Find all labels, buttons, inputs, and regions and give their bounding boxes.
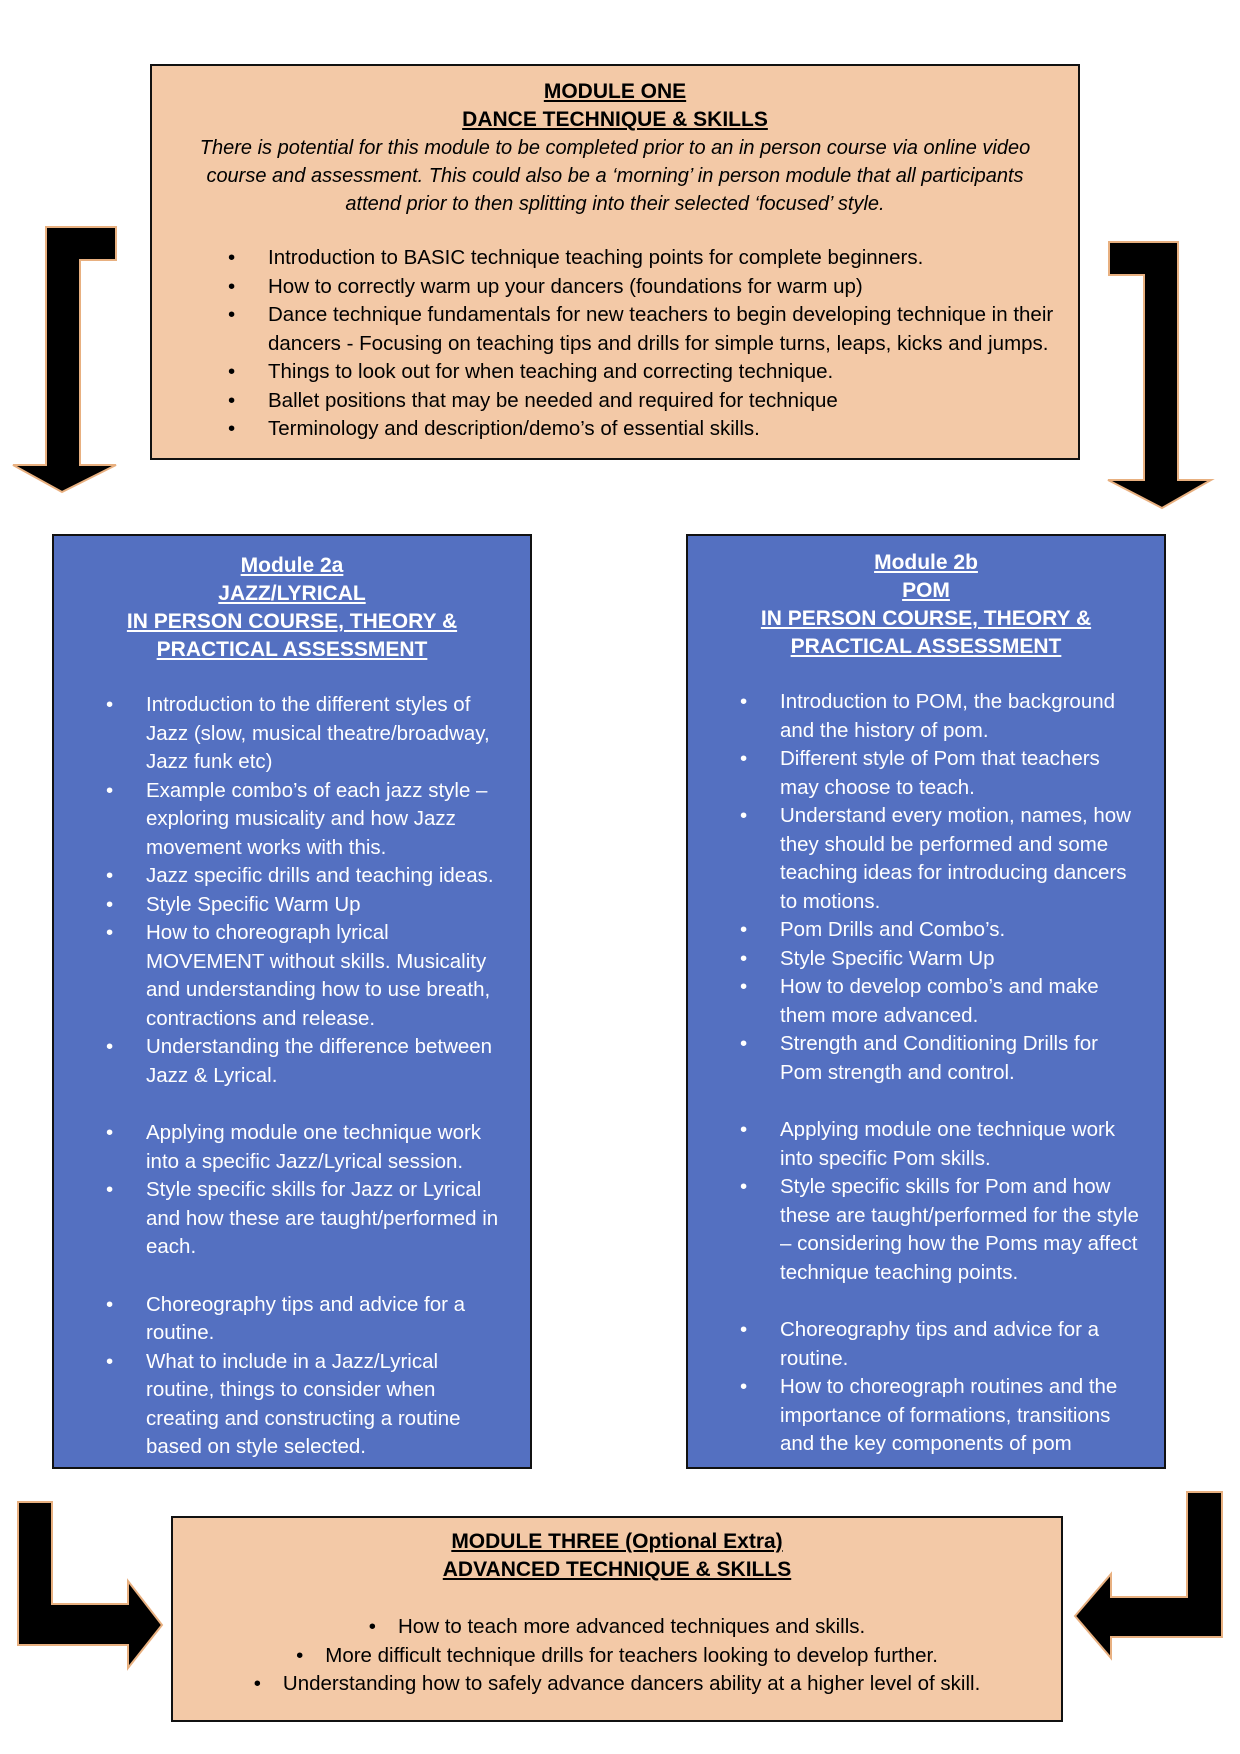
- list-item: • What to include in a Jazz/Lyrical routine, things to consider when creating and constructing a routine based on style selected.: [146, 1348, 508, 1462]
- list-item: [193, 1613, 1041, 1642]
- list-item: • Different style of Pom that teachers may choose to teach.: [780, 745, 1142, 802]
- module-2b-list: [780, 688, 1142, 1087]
- module-one-list: [268, 244, 1054, 444]
- list-item: [193, 1670, 1041, 1699]
- list-item: • Things to look out for when teaching and correcting technique.: [268, 358, 1054, 387]
- list-item-text: Understanding how to safely advance dancers ability at a higher level of skill.: [282, 1672, 981, 1695]
- bullet-icon: •: [368, 1615, 376, 1638]
- module-2b-title: Module 2b: [874, 551, 978, 574]
- list-item: • Style Specific Warm Up: [780, 945, 1142, 974]
- arrow-module-one-to-2b: [1108, 242, 1211, 508]
- list-item: • Choreography tips and advice for a routine.: [146, 1291, 508, 1348]
- module-one-title: MODULE ONE: [543, 80, 687, 103]
- bullet-icon: •: [296, 1643, 304, 1667]
- list-item: • How to correctly warm up your dancers (foundations for warm up): [268, 273, 1054, 302]
- module-2a-title: Module 2a: [240, 554, 344, 577]
- module-three-box: [171, 1516, 1063, 1722]
- module-2a-list-3: [146, 1291, 508, 1462]
- arrow-2b-to-module-three: [1075, 1492, 1222, 1658]
- list-item: • Introduction to POM, the background and the history of pom.: [780, 688, 1142, 745]
- list-item: • How to choreograph lyrical MOVEMENT without skills. Musicality and understanding how to use breath, contractions and release.: [146, 919, 508, 1033]
- module-2a-course: IN PERSON COURSE, THEORY & PRACTICAL ASSESSMENT: [126, 610, 458, 661]
- module-one-box: [150, 64, 1080, 460]
- bullet-icon: •: [253, 1672, 261, 1695]
- module-2b-list-2: [780, 1116, 1142, 1287]
- list-item: • Understand every motion, names, how they should be performed and some teaching ideas for introducing dancers to motions.: [780, 802, 1142, 916]
- arrow-module-one-to-2a: [13, 227, 116, 492]
- list-item: • Introduction to the different styles of Jazz (slow, musical theatre/broadway, Jazz funk etc): [146, 691, 508, 777]
- list-item-text: How to teach more advanced techniques and skills.: [397, 1615, 866, 1638]
- module-2b-style: POM: [902, 579, 950, 602]
- list-item: • Understanding the difference between Jazz & Lyrical.: [146, 1033, 508, 1090]
- list-item: • Terminology and description/demo’s of essential skills.: [268, 415, 1054, 444]
- list-item: • Introduction to BASIC technique teaching points for complete beginners.: [268, 244, 1054, 273]
- module-2b-course: IN PERSON COURSE, THEORY & PRACTICAL ASSESSMENT: [760, 607, 1092, 658]
- list-item: • Applying module one technique work into specific Pom skills.: [780, 1116, 1142, 1173]
- module-2a-list-2: [146, 1119, 508, 1262]
- list-item: • Pom Drills and Combo’s.: [780, 916, 1142, 945]
- module-2b-box: [686, 534, 1166, 1469]
- list-item-text: More difficult technique drills for teachers looking to develop further.: [325, 1643, 938, 1667]
- list-item: • Jazz specific drills and teaching ideas.: [146, 862, 508, 891]
- module-three-list: [193, 1613, 1041, 1699]
- module-three-title: MODULE THREE (Optional Extra): [451, 1530, 783, 1553]
- list-item: • Style specific skills for Pom and how these are taught/performed for the style – considering how the Poms may affect technique teaching points.: [780, 1173, 1142, 1287]
- module-three-subtitle: ADVANCED TECHNIQUE & SKILLS: [442, 1558, 792, 1581]
- module-one-subtitle: DANCE TECHNIQUE & SKILLS: [462, 108, 768, 131]
- arrow-2a-to-module-three: [18, 1502, 162, 1668]
- list-item: • Ballet positions that may be needed and required for technique: [268, 387, 1054, 416]
- list-item: • How to develop combo’s and make them more advanced.: [780, 973, 1142, 1030]
- list-item: • Choreography tips and advice for a routine.: [780, 1316, 1142, 1373]
- module-2b-list-3: [780, 1316, 1142, 1459]
- module-2a-box: [52, 534, 532, 1469]
- list-item: • Dance technique fundamentals for new teachers to begin developing technique in their dancers - Focusing on teaching tips and drills for simple turns, leaps, kicks and jumps.: [268, 301, 1054, 358]
- list-item: • How to choreograph routines and the importance of formations, transitions and the key components of pom: [780, 1373, 1142, 1459]
- module-2a-list: [146, 691, 508, 1090]
- list-item: • Applying module one technique work into a specific Jazz/Lyrical session.: [146, 1119, 508, 1176]
- list-item: [193, 1642, 1041, 1671]
- list-item: • Style specific skills for Jazz or Lyrical and how these are taught/performed in each.: [146, 1176, 508, 1262]
- module-one-intro: There is potential for this module to be completed prior to an in person course via online video course and assessment. This could also be a ‘morning’ in person module that all participants attend prior to then splitting into their selected ‘focused’ style.: [199, 137, 1031, 215]
- list-item: • Example combo’s of each jazz style – exploring musicality and how Jazz movement works with this.: [146, 777, 508, 863]
- module-2a-style: JAZZ/LYRICAL: [218, 582, 366, 605]
- list-item: • Style Specific Warm Up: [146, 891, 508, 920]
- list-item: • Strength and Conditioning Drills for Pom strength and control.: [780, 1030, 1142, 1087]
